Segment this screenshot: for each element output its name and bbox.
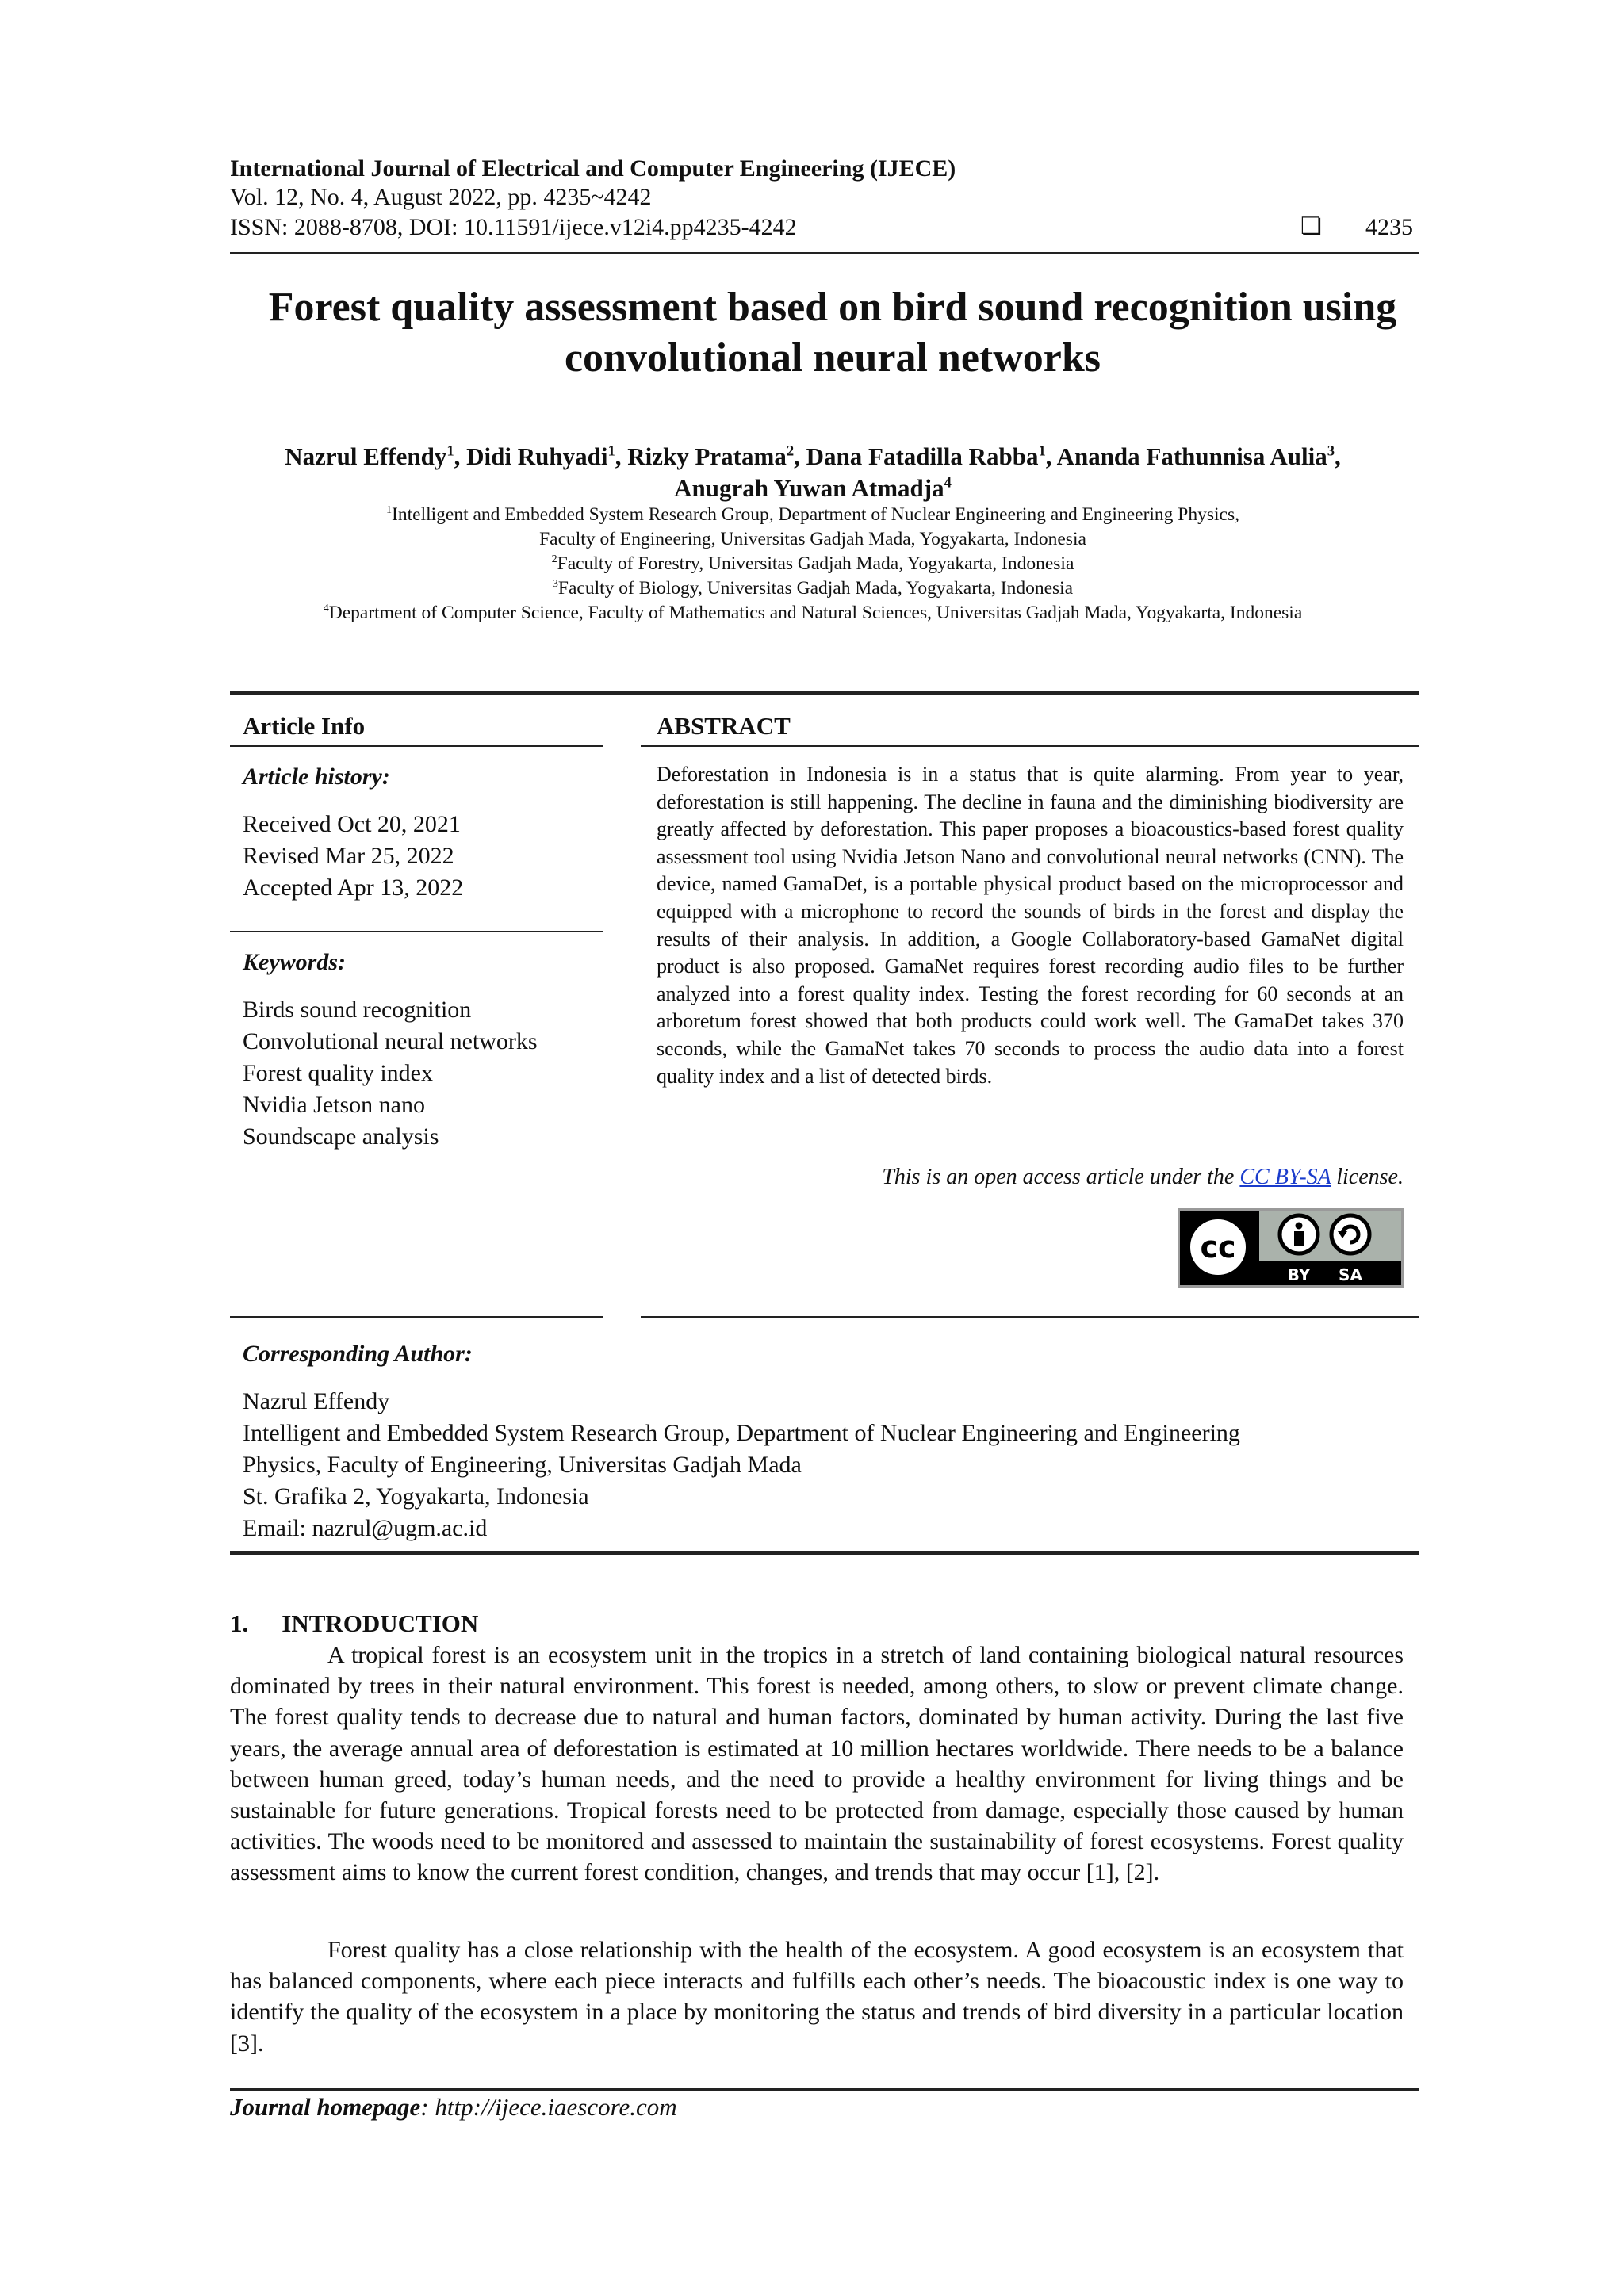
affiliation-line [174,527,1451,552]
abstract-rule [641,745,1419,747]
article-history-heading: Article history: [243,763,390,790]
journal-homepage [230,2093,677,2122]
revised-date: Revised Mar 25, 2022 [243,843,454,869]
corresponding-affiliation: Intelligent and Embedded System Research Group, Department of Nuclear Engineering and Engineering [243,1420,1240,1446]
homepage-colon: : [420,2093,429,2121]
article-info-heading: Article Info [243,712,366,740]
author-list: Nazrul Effendy$^1$, Didi Ruhyadi$^1$, Rizky Pratama$^2$, Dana Fatadilla Rabba$^1$, Ananda Fathunnisa Aulia$^3$, Anugrah Yuwan Atmadja$^4$ [285,442,1341,502]
author-name: Didi Ruhyadi [466,442,608,470]
license-statement [657,1164,1404,1191]
corresponding-author-details [243,1386,1240,1544]
keywords-heading: Keywords: [243,949,346,975]
abstract-heading: ABSTRACT [657,712,791,740]
info-box-top-rule [230,691,1419,695]
paper-title-line-1: Forest quality assessment based on bird sound recognition using [268,285,1397,330]
affiliation-sup: 1 [386,503,393,517]
cc-by-sa-link[interactable]: CC BY-SA [1239,1165,1331,1189]
author-name: Rizky Pratama [627,442,787,470]
affiliation-text: Faculty of Forestry, Universitas Gadjah Mada, Yogyakarta, Indonesia [557,553,1074,574]
keyword-list [243,994,538,1153]
keyword-item: Birds sound recognition [243,997,472,1023]
box-icon: ❏ [1300,212,1322,240]
cc-badge-graphic [1180,1211,1401,1285]
author-affil-sup: 3 [1327,442,1335,460]
author-name: Anugrah Yuwan Atmadja [674,474,944,502]
affiliation-sup: 3 [552,577,558,591]
homepage-label: Journal homepage [230,2093,421,2121]
received-date: Received Oct 20, 2021 [243,811,461,837]
history-rule [230,931,603,932]
keyword-item: Nvidia Jetson nano [243,1092,425,1118]
affiliation-line [174,576,1451,601]
author-name: Ananda Fathunnisa Aulia [1056,442,1327,470]
article-info-rule [230,745,603,747]
affiliation-line [174,601,1451,626]
keyword-item: Forest quality index [243,1060,433,1086]
page-number: 4235 [1365,214,1413,240]
corresponding-address: St. Grafika 2, Yogyakarta, Indonesia [243,1483,589,1510]
affiliation-text: Intelligent and Embedded System Research Group, Department of Nuclear Engineering and Engineering Physics, [392,504,1239,525]
author-affil-sup: 1 [607,442,615,460]
homepage-url[interactable]: http://ijece.iaescore.com [435,2093,677,2121]
cc-icon-label: cc [1200,1230,1236,1265]
affiliation-list [174,503,1451,626]
corresponding-email: Email: nazrul@ugm.ac.id [243,1515,488,1541]
affiliation-text: Faculty of Engineering, Universitas Gadjah Mada, Yogyakarta, Indonesia [539,529,1086,549]
license-text-end: license. [1331,1165,1404,1189]
section-number: 1. [230,1609,249,1637]
abstract-text: Deforestation in Indonesia is in a status that is quite alarming. From year to year, deforestation is still happening. The decline in fauna and the diminishing biodiversity are greatly affected by deforestation. This paper proposes a bioacoustics-based forest quality assessment tool using Nvidia Jetson Nano and convolutional neural networks (CNN). The device, named GamaDet, is a portable physical product based on the microprocessor and equipped with a microphone to record the sounds of birds in the forest and display the results of their analysis. In addition, a Google Collaboratory-based GamaNet digital product is also proposed. GamaNet requires forest recording audio files to be further analyzed into a forest quality index. Testing the forest recording for 60 seconds at an arboretum forest showed that both products could work well. The GamaDet takes 370 seconds, while the GamaNet takes 70 seconds to process the audio data into a forest quality index and a list of detected birds. [657,763,1404,1088]
keywords-rule [230,1316,603,1318]
article-history [243,809,463,904]
by-label: BY [1287,1265,1311,1284]
paper-title-line-2: convolutional neural networks [564,335,1101,381]
author-name: Dana Fatadilla Rabba [806,442,1039,470]
header-rule [230,252,1419,254]
author-affil-sup: 1 [1038,442,1046,460]
author-affil-sup: 4 [944,474,952,492]
paper-title [198,282,1467,384]
intro-paragraph-2: Forest quality has a close relationship with the health of the ecosystem. A good ecosystem is an ecosystem that has balanced components, where each piece interacts and fulfills each other’s needs. The bioacoustic index is one way to identify the quality of the ecosystem in a place by monitoring the status and trends of bird diversity in a particular location [3]. [230,1937,1404,2057]
affiliation-sup: 2 [551,553,557,566]
author-affil-sup: 2 [786,442,795,460]
affiliation-line [174,503,1451,527]
section-title: INTRODUCTION [282,1609,479,1637]
author-affil-sup: 1 [446,442,454,460]
journal-volume: Vol. 12, No. 4, August 2022, pp. 4235~4242 [230,184,652,210]
affiliation-text: Department of Computer Science, Faculty of Mathematics and Natural Sciences, Universitas Gadjah Mada, Yogyakarta, Indonesia [328,603,1303,623]
affiliation-text: Faculty of Biology, Universitas Gadjah Mada, Yogyakarta, Indonesia [557,578,1074,599]
license-text: This is an open access article under the [882,1165,1240,1189]
sa-label: SA [1339,1265,1362,1284]
journal-name: International Journal of Electrical and Computer Engineering (IJECE) [230,155,956,182]
corresponding-author-heading: Corresponding Author: [243,1341,473,1367]
keyword-item: Convolutional neural networks [243,1028,538,1054]
info-box-bottom-rule [230,1551,1419,1555]
license-rule [641,1316,1419,1318]
corresponding-name: Nazrul Effendy [243,1388,390,1414]
corresponding-affiliation-cont: Physics, Faculty of Engineering, Universitas Gadjah Mada [243,1452,802,1478]
affiliation-line [174,552,1451,576]
cc-by-sa-badge[interactable] [1178,1208,1404,1288]
intro-paragraph-1: A tropical forest is an ecosystem unit in the tropics in a stretch of land containing biological natural resources dominated by trees in their natural environment. This forest is needed, among others, to slow or prevent climate change. The forest quality tends to decrease due to natural and human factors, dominated by human activity. During the last five years, the average annual area of deforestation is estimated at 10 million hectares worldwide. There needs to be a balance between human greed, today’s human needs, and the need to provide a healthy environment for living things and be sustainable for future generations. Tropical forests need to be protected from damage, especially those caused by human activities. The woods need to be monitored and assessed to maintain the sustainability of forest ecosystems. Forest quality assessment aims to know the current forest condition, changes, and trends that may occur [1], [2]. [230,1642,1404,1886]
author-name: Nazrul Effendy [285,442,447,470]
footer-rule [230,2088,1419,2091]
share-alike-icon [1331,1215,1369,1253]
journal-issn-doi: ISSN: 2088-8708, DOI: 10.11591/ijece.v12i4.pp4235-4242 [230,214,797,240]
affiliation-sup: 4 [323,602,329,615]
accepted-date: Accepted Apr 13, 2022 [243,874,464,901]
section-heading [230,1609,478,1638]
keyword-item: Soundscape analysis [243,1123,439,1150]
